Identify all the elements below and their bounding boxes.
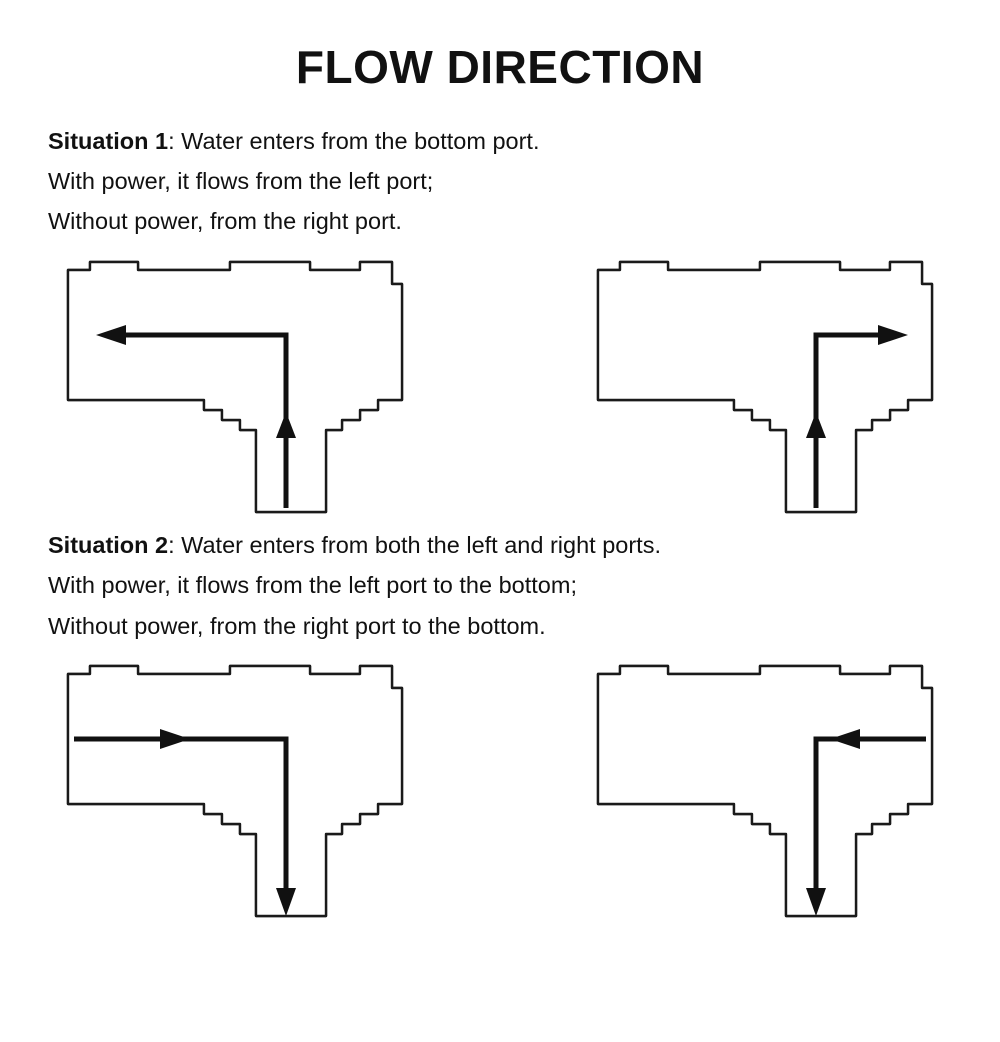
situation-1-line-1-text: : Water enters from the bottom port. xyxy=(168,127,540,154)
situation-2-text-block xyxy=(0,525,1000,646)
body-edge-lines xyxy=(68,262,402,512)
situation-2-lead: Situation 2 xyxy=(48,531,169,558)
situation-2-line-1 xyxy=(48,525,952,565)
situation-2-line-3: Without power, from the right port to the bottom. xyxy=(48,612,546,639)
situation-1-diagram-row xyxy=(0,260,1000,515)
flow-direction-diagram-page xyxy=(0,42,1000,1042)
body-edge-lines xyxy=(68,666,402,916)
situation-1-line-2: With power, it flows from the left port; xyxy=(48,168,434,194)
situation-1-text-block xyxy=(0,121,1000,242)
valve-diagram-bottom-to-left xyxy=(60,260,410,515)
valve-diagram-left-to-bottom xyxy=(60,664,410,919)
situation-2-diagram-row xyxy=(0,664,1000,919)
situation-1-lead: Situation 1 xyxy=(48,127,169,154)
valve-diagram-bottom-to-right xyxy=(590,260,940,515)
body-edge-lines xyxy=(598,262,932,512)
body-edge-lines xyxy=(598,666,932,916)
situation-2-line-2: With power, it flows from the left port to the bottom; xyxy=(48,572,577,599)
situation-1-line-1 xyxy=(48,121,952,161)
valve-diagram-right-to-bottom xyxy=(590,664,940,919)
situation-2-line-1-text: : Water enters from both the left and right ports. xyxy=(168,531,661,558)
page-title: FLOW DIRECTION xyxy=(295,41,705,93)
situation-1-line-3: Without power, from the right port. xyxy=(48,208,402,235)
